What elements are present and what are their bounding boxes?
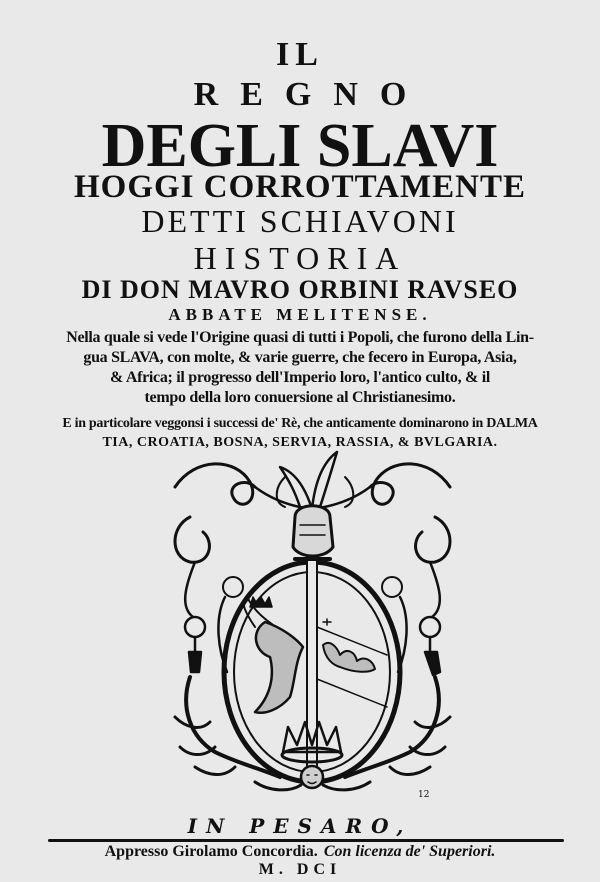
horizontal-rule [48,839,564,842]
description-line: tempo della loro conuersione al Christianesimo. [144,389,456,406]
subtitle-detti: DETTI SCHIAVONI [141,203,459,239]
subtitle-historia: HISTORIA [193,240,407,276]
imprint-year: M. DCI [258,861,342,878]
imprint-license: Con licenza de' Superiori. [323,843,496,860]
imprint-printer: Appresso Girolamo Concordia. [104,843,318,860]
coat-of-arms-emblem [155,447,470,797]
title-line-regno: REGNO [193,76,429,113]
page-number: 12 [418,790,430,800]
imprint-place: IN PESARO, [187,814,413,838]
description-line: Nella quale si vede l'Origine quasi di tutti i Popoli, che furono della Lin- [66,329,534,346]
main-title: DEGLI SLAVI [101,112,499,180]
imprint-line [0,844,600,860]
subtitle-hoggi: HOGGI CORROTTAMENTE [73,169,526,205]
author-title: ABBATE MELITENSE. [168,305,432,324]
author-line: DI DON MAVRO ORBINI RAVSEO [81,275,519,304]
description-line: & Africa; il progresso dell'Imperio loro, l'antico culto, & il [109,369,491,386]
particulars-line: E in particolare veggonsi i successi de' Rè, che anticamente dominarono in DALMA [62,416,538,431]
title-line-il: IL [276,36,324,73]
particulars-line: TIA, CROATIA, BOSNA, SERVIA, RASSIA, & BVLGARIA. [102,435,498,450]
description-line: gua SLAVA, con molte, & varie guerre, che fecero in Europa, Asia, [83,349,517,366]
